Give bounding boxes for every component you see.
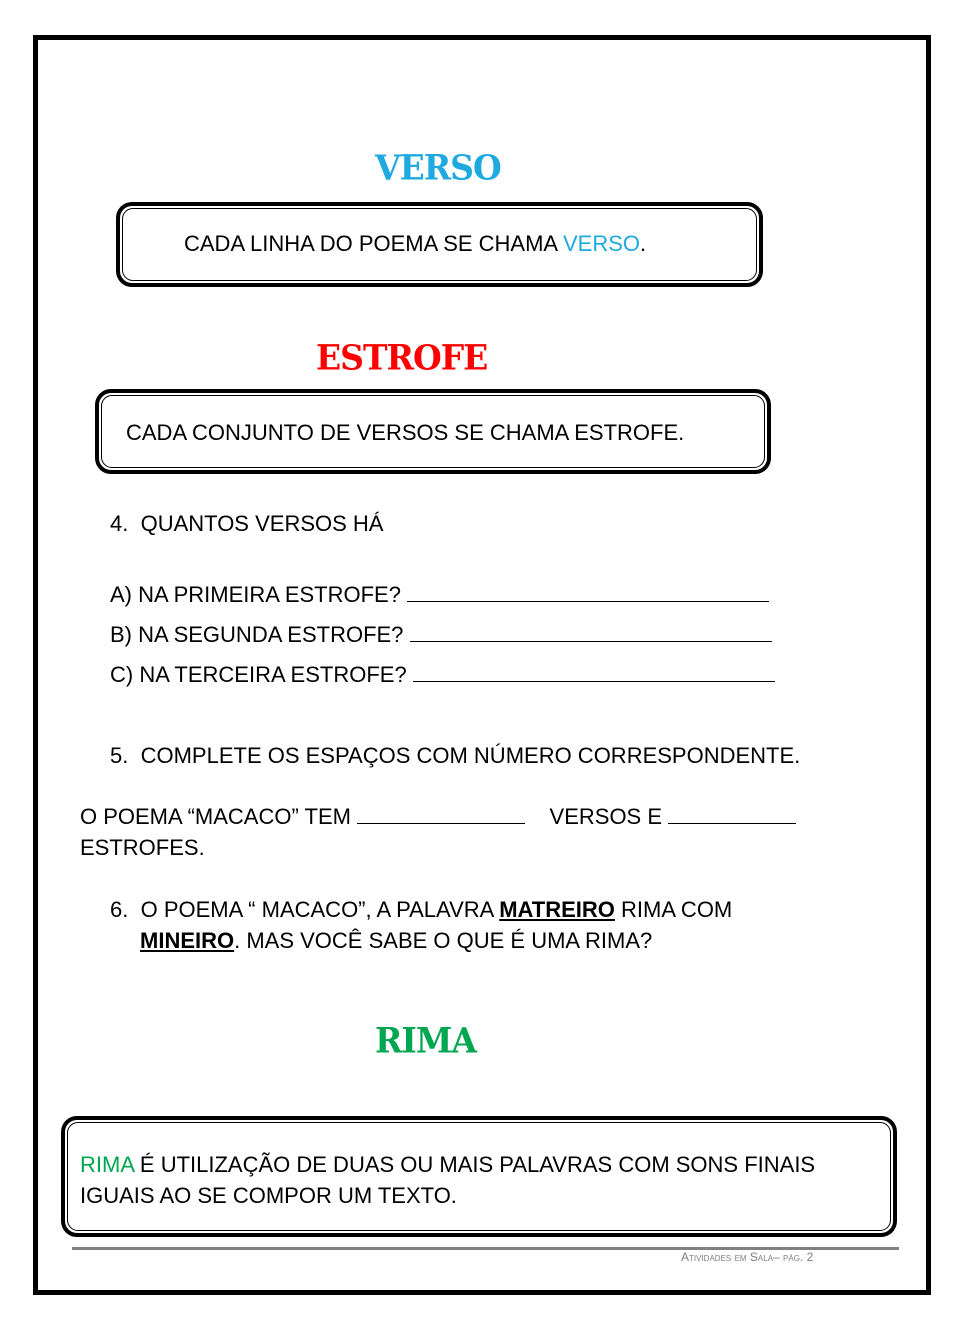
rima-highlight: RIMA — [80, 1152, 134, 1177]
question-5-sentence: O POEMA “MACACO” TEM VERSOS E — [80, 801, 796, 832]
rima-definition-line-1: RIMA É UTILIZAÇÃO DE DUAS OU MAIS PALAVRAS COM SONS FINAIS — [80, 1152, 816, 1177]
rima-heading: RIMA — [375, 1020, 476, 1061]
question-4a: A) NA PRIMEIRA ESTROFE? — [110, 579, 769, 610]
question-6-line-2: MINEIRO. MAS VOCÊ SABE O QUE É UMA RIMA? — [140, 928, 653, 953]
answer-blank-verses[interactable] — [357, 805, 525, 824]
verso-definition: CADA LINHA DO POEMA SE CHAMA VERSO. — [184, 231, 647, 256]
rima-definition-box — [61, 1116, 897, 1237]
word-mineiro: MINEIRO — [140, 928, 235, 953]
question-4b: B) NA SEGUNDA ESTROFE? — [110, 619, 772, 650]
rima-definition-line-2: IGUAIS AO SE COMPOR UM TEXTO. — [80, 1183, 457, 1208]
estrofe-definition: CADA CONJUNTO DE VERSOS SE CHAMA ESTROFE. — [126, 420, 685, 445]
answer-blank-4c[interactable] — [413, 663, 775, 682]
question-5-sentence-end: ESTROFES. — [80, 835, 205, 860]
answer-blank-4a[interactable] — [407, 583, 769, 602]
question-4: 4. QUANTOS VERSOS HÁ — [110, 511, 384, 536]
estrofe-heading: ESTROFE — [316, 337, 488, 378]
answer-blank-stanzas[interactable] — [668, 805, 796, 824]
question-4c: C) NA TERCEIRA ESTROFE? — [110, 659, 775, 690]
verso-definition-box — [116, 202, 763, 287]
verso-highlight: VERSO — [563, 231, 641, 256]
verso-heading: VERSO — [375, 147, 501, 188]
word-matreiro: MATREIRO — [499, 897, 615, 922]
estrofe-definition-box — [95, 389, 771, 474]
answer-blank-4b[interactable] — [410, 623, 772, 642]
question-5: 5. COMPLETE OS ESPAÇOS COM NÚMERO CORRESPONDENTE. — [110, 743, 801, 768]
page-footer: Atividades em Sala– pág. 2 — [681, 1250, 814, 1264]
question-6: 6. O POEMA “ MACACO”, A PALAVRA MATREIRO RIMA COM — [110, 897, 733, 922]
